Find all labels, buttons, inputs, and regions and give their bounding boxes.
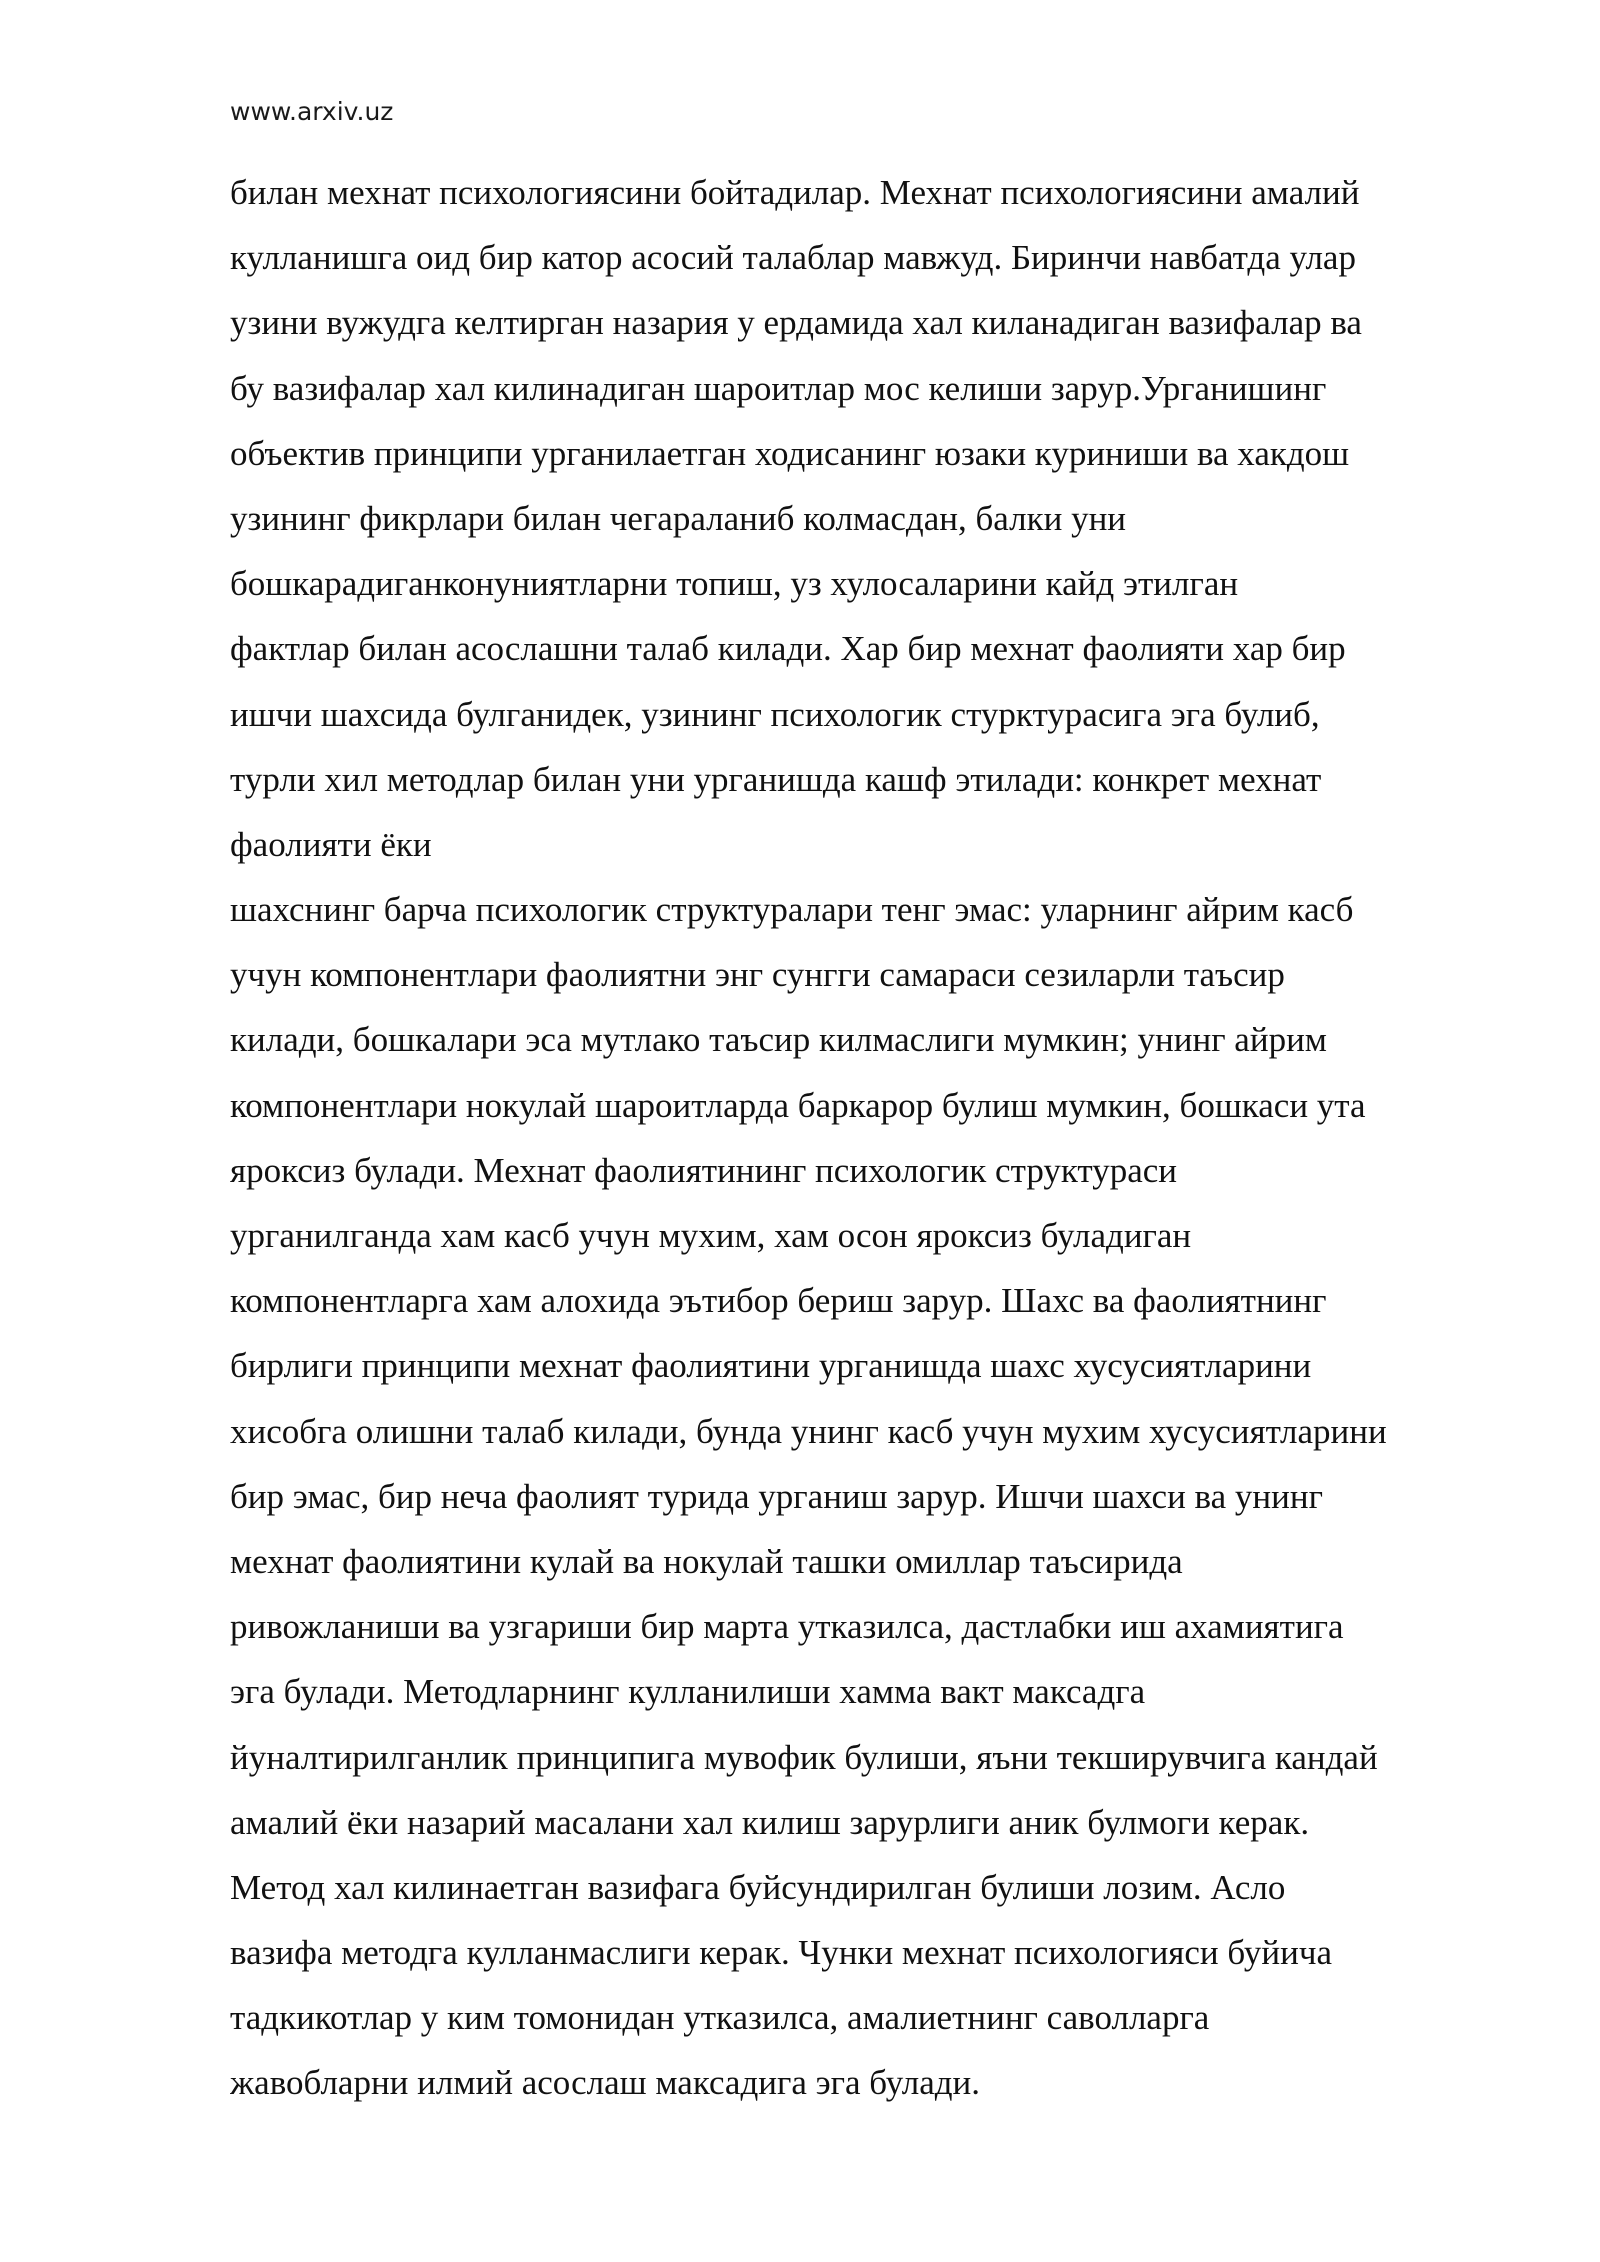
text-line: урганилганда хам касб учун мухим, хам осон яроксиз буладиган [230,1216,1192,1255]
text-line: билан мехнат психологиясини бойтадилар. Мехнат психологиясини амалий [230,173,1360,212]
text-line: ривожланиши ва узгариши бир марта утказилса, дастлабки иш ахамиятига [230,1607,1344,1647]
text-line: фаолияти ёки [230,824,432,864]
text-line: компонентлари нокулай шароитларда баркарор булиш мумкин, бошкаси ута [230,1085,1366,1125]
text-line: килади, бошкалари эса мутлако таъсир килмаслиги мумкин; унинг айрим [230,1020,1327,1060]
text-line: компонентларга хам алохида эътибор бериш зарур. Шахс ва фаолиятнинг [230,1281,1327,1321]
text-line: мехнат фаолиятини кулай ва нокулай ташки омиллар таъсирида [230,1541,1183,1581]
text-line: эга булади. Методларнинг кулланилиши хамма вакт максадга [230,1672,1146,1712]
text-line: объектив принципи урганилаетган ходисанинг юзаки куриниши ва хакдош [230,433,1350,473]
text-line: жавобларни илмий асослаш максадига эга булади. [230,2063,981,2103]
text-line: кулланишга оид бир катор асосий талаблар мавжуд. Биринчи навбатда улар [230,238,1356,278]
text-line: хисобга олишни талаб килади, бунда унинг касб учун мухим хусусиятларини [230,1411,1387,1451]
text-line: шахснинг барча психологик структуралари тенг эмас: уларнинг айрим касб [230,890,1354,930]
text-line: Метод хал килинаетган вазифага буйсундирилган булиши лозим. Асло [230,1867,1286,1907]
text-line: учун компонентлари фаолиятни энг сунгги самараси сезиларли таъсир [230,955,1285,995]
text-line: вазифа методга кулланмаслиги керак. Чунки мехнат психологияси буйича [230,1933,1332,1973]
text-line: амалий ёки назарий масалани хал килиш зарурлиги аник булмоги керак. [230,1802,1310,1842]
text-line: ишчи шахсида булганидек, узининг психологик стурктурасига эга булиб, [230,694,1320,734]
text-line: бир эмас, бир неча фаолият турида урганиш зарур. Ишчи шахси ва унинг [230,1476,1323,1516]
text-line: турли хил методлар билан уни урганишда кашф этилади: конкрет мехнат [230,759,1322,799]
text-line: бошкарадиганконуниятларни топиш, уз хулосаларини кайд этилган [230,564,1239,604]
text-line: бу вазифалар хал килинадиган шароитлар мос келиши зарур.Урганишинг [230,368,1327,408]
text-line: бирлиги принципи мехнат фаолиятини урганишда шахс хусусиятларини [230,1346,1312,1386]
text-line: тадкикотлар у ким томонидан утказилса, амалиетнинг саволларга [230,1998,1210,2038]
text-line: яроксиз булади. Мехнат фаолиятининг психологик структураси [230,1150,1178,1190]
text-line: йуналтирилганлик принципига мувофик булиши, яъни текширувчига кандай [230,1737,1378,1777]
body-text [230,160,1496,2116]
text-line: узини вужудга келтирган назария у ердамида хал киланадиган вазифалар ва [230,303,1362,343]
text-line: узининг фикрлари билан чегараланиб колмасдан, балки уни [230,498,1127,538]
header-url[interactable]: www.arxiv.uz [230,97,394,126]
text-line: фактлар билан асослашни талаб килади. Хар бир мехнат фаолияти хар бир [230,629,1346,669]
